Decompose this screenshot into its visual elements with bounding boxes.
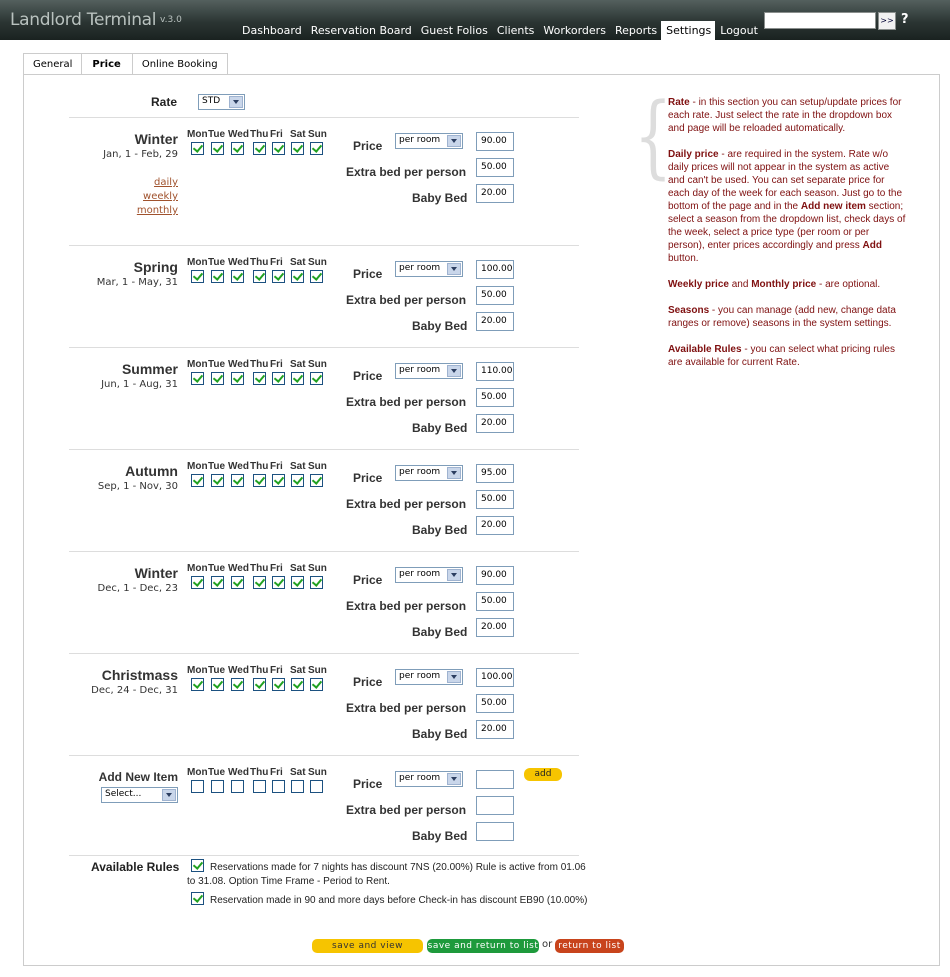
price-input[interactable]: 100.00 bbox=[476, 668, 514, 687]
price-type-select-value: per room bbox=[399, 467, 441, 477]
season-dates: Sep, 1 - Nov, 30 bbox=[97, 481, 178, 492]
day-checkbox[interactable] bbox=[310, 270, 323, 283]
day-label: Sat bbox=[290, 257, 306, 268]
day-label: Thu bbox=[250, 129, 269, 140]
separator bbox=[69, 347, 579, 348]
chevron-down-icon bbox=[447, 467, 461, 479]
help-daily: Daily price - are required in the system. Rate w/o daily prices will not appear in the system as active and can't be used. You can set separate price for each day of the week for each season. Just go to the bottom of the page and in the Add new item section; select a season from the dropdown list, check days of the week, select a price type (per room or per person), enter prices accordingly and press Add button. bbox=[668, 149, 906, 264]
day-checkbox[interactable] bbox=[191, 372, 204, 385]
day-label: Sun bbox=[308, 129, 327, 140]
help-weekly: Weekly price and Monthly price - are optional. bbox=[668, 279, 881, 290]
day-label: Mon bbox=[187, 129, 208, 140]
day-label: Fri bbox=[270, 359, 283, 370]
day-checkbox[interactable] bbox=[231, 576, 244, 589]
help-rules: Available Rules - you can select what pricing rules are available for current Rate. bbox=[668, 344, 895, 368]
price-label: Price bbox=[353, 369, 383, 383]
price-input[interactable]: 90.00 bbox=[476, 132, 514, 151]
app-header bbox=[0, 0, 950, 40]
rule-text-2: Reservation made in 90 and more days before Check-in has discount EB90 (10.00%) bbox=[210, 895, 588, 906]
separator bbox=[69, 551, 579, 552]
baby-bed-label: Baby Bed bbox=[412, 191, 468, 205]
day-checkbox[interactable] bbox=[191, 474, 204, 487]
day-checkbox[interactable] bbox=[272, 678, 285, 691]
chevron-down-icon bbox=[447, 773, 461, 785]
baby-bed-label: Baby Bed bbox=[412, 319, 468, 333]
baby-bed-input[interactable]: 20.00 bbox=[476, 414, 514, 433]
day-label: Thu bbox=[250, 563, 269, 574]
day-label: Wed bbox=[228, 563, 249, 574]
chevron-down-icon bbox=[229, 96, 243, 108]
season-select[interactable] bbox=[101, 787, 178, 803]
separator bbox=[69, 449, 579, 450]
day-checkbox[interactable] bbox=[231, 474, 244, 487]
day-label: Fri bbox=[270, 767, 283, 778]
season-name: Summer bbox=[121, 361, 178, 377]
tab-general[interactable]: General bbox=[23, 53, 82, 75]
period-link-daily[interactable]: daily bbox=[154, 177, 178, 188]
price-input[interactable]: 110.00 bbox=[476, 362, 514, 381]
extra-bed-label: Extra bed per person bbox=[346, 803, 467, 817]
extra-bed-label: Extra bed per person bbox=[346, 497, 467, 511]
day-label: Sat bbox=[290, 665, 306, 676]
day-checkbox[interactable] bbox=[231, 372, 244, 385]
day-label: Thu bbox=[250, 767, 269, 778]
day-checkbox[interactable] bbox=[211, 270, 224, 283]
day-label: Mon bbox=[187, 563, 208, 574]
day-label: Sat bbox=[290, 563, 306, 574]
day-label: Wed bbox=[228, 767, 249, 778]
season-name: Autumn bbox=[125, 463, 178, 479]
season-dates: Dec, 24 - Dec, 31 bbox=[91, 685, 178, 696]
nav-settings[interactable]: Settings bbox=[661, 21, 715, 40]
add-new-item-label: Add New Item bbox=[98, 770, 178, 784]
price-type-select-value: per room bbox=[399, 773, 441, 783]
day-label: Sat bbox=[290, 359, 306, 370]
day-label: Fri bbox=[270, 665, 283, 676]
baby-bed-input[interactable]: 20.00 bbox=[476, 516, 514, 535]
day-checkbox[interactable] bbox=[310, 142, 323, 155]
day-checkbox[interactable] bbox=[231, 270, 244, 283]
day-label: Tue bbox=[208, 767, 226, 778]
day-checkbox[interactable] bbox=[272, 576, 285, 589]
return-to-list-button[interactable]: return to list bbox=[555, 939, 624, 953]
day-label: Tue bbox=[208, 129, 226, 140]
day-checkbox[interactable] bbox=[291, 270, 304, 283]
help-seasons: Seasons - you can manage (add new, change data ranges or remove) seasons in the system settings. bbox=[668, 305, 896, 329]
day-label: Wed bbox=[228, 129, 249, 140]
day-label: Sat bbox=[290, 461, 306, 472]
season-name: Spring bbox=[133, 259, 178, 275]
day-checkbox[interactable] bbox=[291, 372, 304, 385]
extra-bed-input[interactable]: 50.00 bbox=[476, 286, 514, 305]
day-checkbox[interactable] bbox=[253, 142, 266, 155]
price-label: Price bbox=[353, 777, 383, 791]
price-type-select-value: per room bbox=[399, 135, 441, 145]
day-checkbox[interactable] bbox=[291, 780, 304, 793]
price-type-select-value: per room bbox=[399, 263, 441, 273]
season-name: Winter bbox=[134, 565, 178, 581]
day-label: Thu bbox=[250, 359, 269, 370]
day-label: Fri bbox=[270, 461, 283, 472]
price-input[interactable]: 95.00 bbox=[476, 464, 514, 483]
nav-logout[interactable]: Logout bbox=[720, 24, 758, 37]
day-checkbox[interactable] bbox=[231, 780, 244, 793]
tab-price[interactable]: Price bbox=[81, 53, 132, 75]
price-type-select[interactable] bbox=[395, 771, 463, 787]
day-label: Sun bbox=[308, 461, 327, 472]
day-checkbox[interactable] bbox=[310, 678, 323, 691]
season-name: Christmass bbox=[101, 667, 178, 683]
chevron-down-icon bbox=[447, 365, 461, 377]
price-input[interactable]: 90.00 bbox=[476, 566, 514, 585]
extra-bed-label: Extra bed per person bbox=[346, 395, 467, 409]
baby-bed-input[interactable]: 20.00 bbox=[476, 720, 514, 739]
nav-guest-folios[interactable]: Guest Folios bbox=[420, 24, 488, 37]
day-label: Fri bbox=[270, 563, 283, 574]
extra-bed-input[interactable] bbox=[476, 796, 514, 815]
chevron-down-icon bbox=[447, 671, 461, 683]
day-checkbox[interactable] bbox=[211, 780, 224, 793]
day-label: Wed bbox=[228, 665, 249, 676]
day-checkbox[interactable] bbox=[191, 142, 204, 155]
day-checkbox[interactable] bbox=[191, 576, 204, 589]
day-checkbox[interactable] bbox=[253, 474, 266, 487]
day-checkbox[interactable] bbox=[191, 678, 204, 691]
day-label: Wed bbox=[228, 257, 249, 268]
price-label: Price bbox=[353, 471, 383, 485]
season-name: Winter bbox=[134, 131, 178, 147]
day-label: Thu bbox=[250, 257, 269, 268]
price-type-select[interactable] bbox=[395, 261, 463, 277]
day-checkbox[interactable] bbox=[191, 780, 204, 793]
price-label: Price bbox=[353, 267, 383, 281]
price-input[interactable]: 100.00 bbox=[476, 260, 514, 279]
baby-bed-label: Baby Bed bbox=[412, 625, 468, 639]
extra-bed-label: Extra bed per person bbox=[346, 599, 467, 613]
rule-text-1: Reservations made for 7 nights has discount 7NS (20.00%) Rule is active from 01.06 bbox=[210, 862, 586, 873]
day-checkbox[interactable] bbox=[310, 576, 323, 589]
day-checkbox[interactable] bbox=[253, 576, 266, 589]
day-label: Tue bbox=[208, 461, 226, 472]
day-checkbox[interactable] bbox=[231, 678, 244, 691]
day-label: Tue bbox=[208, 359, 226, 370]
nav-reports[interactable]: Reports bbox=[614, 24, 658, 37]
day-label: Wed bbox=[228, 359, 249, 370]
chevron-down-icon bbox=[447, 569, 461, 581]
day-checkbox[interactable] bbox=[272, 474, 285, 487]
extra-bed-input[interactable]: 50.00 bbox=[476, 490, 514, 509]
main-nav bbox=[237, 21, 762, 40]
period-link-weekly[interactable]: weekly bbox=[143, 191, 178, 202]
extra-bed-input[interactable]: 50.00 bbox=[476, 592, 514, 611]
or-text: or bbox=[542, 939, 553, 950]
rule-checkbox-2[interactable] bbox=[191, 892, 204, 905]
baby-bed-input[interactable]: 20.00 bbox=[476, 184, 514, 203]
day-label: Fri bbox=[270, 129, 283, 140]
day-label: Sun bbox=[308, 359, 327, 370]
day-label: Tue bbox=[208, 665, 226, 676]
day-checkbox[interactable] bbox=[253, 270, 266, 283]
day-checkbox[interactable] bbox=[211, 678, 224, 691]
baby-bed-label: Baby Bed bbox=[412, 421, 468, 435]
day-checkbox[interactable] bbox=[310, 474, 323, 487]
separator bbox=[69, 117, 579, 118]
chevron-down-icon bbox=[162, 789, 176, 801]
baby-bed-input[interactable]: 20.00 bbox=[476, 618, 514, 637]
nav-reservation-board[interactable]: Reservation Board bbox=[310, 24, 412, 37]
price-type-select[interactable] bbox=[395, 363, 463, 379]
price-label: Price bbox=[353, 675, 383, 689]
day-checkbox[interactable] bbox=[253, 678, 266, 691]
price-type-select-value: per room bbox=[399, 569, 441, 579]
day-checkbox[interactable] bbox=[272, 780, 285, 793]
help-rate: Rate - in this section you can setup/update prices for each rate. Just select the rate in the dropdown box and page will be reloaded automatically. bbox=[668, 97, 902, 134]
extra-bed-label: Extra bed per person bbox=[346, 165, 467, 179]
price-type-select[interactable] bbox=[395, 133, 463, 149]
day-checkbox[interactable] bbox=[272, 142, 285, 155]
day-label: Sat bbox=[290, 129, 306, 140]
rule-checkbox-1[interactable] bbox=[191, 859, 204, 872]
rule-text-1-cont: to 31.08. Option Time Frame - Period to Rent. bbox=[187, 876, 390, 887]
day-checkbox[interactable] bbox=[211, 474, 224, 487]
season-select-value: Select... bbox=[105, 789, 142, 799]
day-label: Thu bbox=[250, 665, 269, 676]
save-and-return-button[interactable]: save and return to list bbox=[427, 941, 539, 951]
day-checkbox[interactable] bbox=[291, 474, 304, 487]
day-label: Mon bbox=[187, 359, 208, 370]
day-checkbox[interactable] bbox=[191, 270, 204, 283]
rate-select[interactable] bbox=[198, 94, 245, 110]
chevron-down-icon bbox=[447, 263, 461, 275]
help-icon[interactable]: ? bbox=[901, 12, 909, 27]
price-input[interactable] bbox=[476, 770, 514, 789]
extra-bed-input[interactable]: 50.00 bbox=[476, 158, 514, 177]
day-checkbox[interactable] bbox=[310, 372, 323, 385]
day-checkbox[interactable] bbox=[310, 780, 323, 793]
tab-online-booking[interactable]: Online Booking bbox=[132, 53, 228, 75]
day-label: Sun bbox=[308, 563, 327, 574]
rate-select-value: STD bbox=[202, 96, 221, 106]
day-checkbox[interactable] bbox=[231, 142, 244, 155]
day-label: Mon bbox=[187, 461, 208, 472]
day-label: Sun bbox=[308, 257, 327, 268]
baby-bed-input[interactable] bbox=[476, 822, 514, 841]
day-label: Mon bbox=[187, 767, 208, 778]
day-label: Mon bbox=[187, 257, 208, 268]
rate-label: Rate bbox=[151, 95, 178, 109]
search-go-button[interactable]: >> bbox=[878, 12, 896, 30]
app-logo[interactable]: Landlord Terminal bbox=[10, 10, 157, 30]
save-and-view-button[interactable]: save and view bbox=[312, 939, 423, 953]
baby-bed-label: Baby Bed bbox=[412, 727, 468, 741]
day-checkbox[interactable] bbox=[291, 576, 304, 589]
settings-tabs bbox=[23, 53, 227, 75]
season-dates: Dec, 1 - Dec, 23 bbox=[97, 583, 178, 594]
day-label: Wed bbox=[228, 461, 249, 472]
day-checkbox[interactable] bbox=[253, 372, 266, 385]
available-rules-label: Available Rules bbox=[91, 860, 180, 874]
day-label: Sun bbox=[308, 767, 327, 778]
day-label: Sun bbox=[308, 665, 327, 676]
price-type-select-value: per room bbox=[399, 365, 441, 375]
baby-bed-input[interactable]: 20.00 bbox=[476, 312, 514, 331]
nav-clients[interactable]: Clients bbox=[496, 24, 535, 37]
day-label: Sat bbox=[290, 767, 306, 778]
season-dates: Mar, 1 - May, 31 bbox=[96, 277, 178, 288]
day-checkbox[interactable] bbox=[291, 678, 304, 691]
separator bbox=[69, 245, 579, 246]
add-button[interactable]: add bbox=[524, 768, 562, 781]
brace-decoration: { bbox=[634, 84, 673, 190]
nav-workorders[interactable]: Workorders bbox=[543, 24, 606, 37]
separator bbox=[69, 755, 579, 756]
season-dates: Jan, 1 - Feb, 29 bbox=[103, 149, 178, 160]
day-checkbox[interactable] bbox=[253, 780, 266, 793]
day-checkbox[interactable] bbox=[272, 270, 285, 283]
day-label: Tue bbox=[208, 563, 226, 574]
day-label: Thu bbox=[250, 461, 269, 472]
price-type-select[interactable] bbox=[395, 669, 463, 685]
day-checkbox[interactable] bbox=[272, 372, 285, 385]
separator bbox=[69, 855, 579, 856]
day-checkbox[interactable] bbox=[211, 142, 224, 155]
period-link-monthly[interactable]: monthly bbox=[136, 205, 178, 216]
price-label: Price bbox=[353, 139, 383, 153]
extra-bed-label: Extra bed per person bbox=[346, 293, 467, 307]
season-dates: Jun, 1 - Aug, 31 bbox=[101, 379, 178, 390]
price-type-select-value: per room bbox=[399, 671, 441, 681]
baby-bed-label: Baby Bed bbox=[412, 523, 468, 537]
app-version: v.3.0 bbox=[160, 15, 182, 25]
day-checkbox[interactable] bbox=[211, 576, 224, 589]
extra-bed-input[interactable]: 50.00 bbox=[476, 694, 514, 713]
help-panel bbox=[668, 96, 908, 382]
nav-dashboard[interactable]: Dashboard bbox=[242, 24, 302, 37]
day-label: Mon bbox=[187, 665, 208, 676]
price-label: Price bbox=[353, 573, 383, 587]
day-label: Fri bbox=[270, 257, 283, 268]
separator bbox=[69, 653, 579, 654]
day-checkbox[interactable] bbox=[211, 372, 224, 385]
price-type-select[interactable] bbox=[395, 465, 463, 481]
extra-bed-label: Extra bed per person bbox=[346, 701, 467, 715]
baby-bed-label: Baby Bed bbox=[412, 829, 468, 843]
extra-bed-input[interactable]: 50.00 bbox=[476, 388, 514, 407]
price-type-select[interactable] bbox=[395, 567, 463, 583]
chevron-down-icon bbox=[447, 135, 461, 147]
search-input[interactable] bbox=[764, 12, 876, 29]
day-label: Tue bbox=[208, 257, 226, 268]
day-checkbox[interactable] bbox=[291, 142, 304, 155]
